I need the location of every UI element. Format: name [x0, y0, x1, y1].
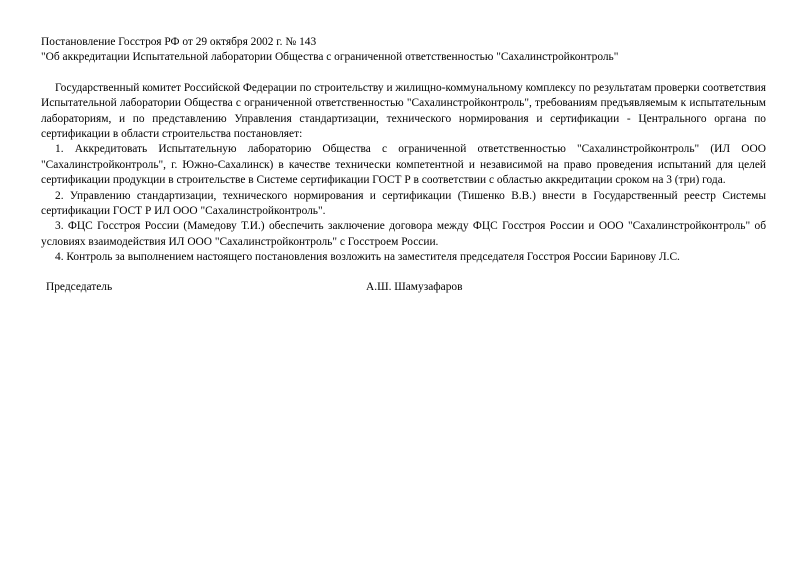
resolution-item-1: 1. Аккредитовать Испытательную лабораторию Общества с ограниченной ответственностью "Сахалинстройконтроль" (ИЛ ООО "Сахалинстройконтроль", г. Южно-Сахалинск) в качестве технически компетентной и независимой на право проведения испытаний для целей сертификации продукции в строительстве в Системе сертификации ГОСТ Р в соответствии с областью аккредитации сроком на 3 (три) года. — [41, 143, 766, 187]
document-title-line-2: "Об аккредитации Испытательной лаборатории Общества с ограниченной ответственностью "Сахалинстройконтроль" — [41, 51, 619, 64]
signatory-name: А.Ш. Шамузафаров — [366, 280, 463, 293]
resolution-item-2: 2. Управлению стандартизации, технического нормирования и сертификации (Тишенко В.В.) внести в Государственный реестр Системы сертификации ГОСТ Р ИЛ ООО "Сахалинстройконтроль". — [41, 189, 766, 218]
resolution-item-3: 3. ФЦС Госстроя России (Мамедову Т.И.) обеспечить заключение договора между ФЦС Госстроя России и ООО "Сахалинстройконтроль" об условиях взаимодействия ИЛ ООО "Сахалинстройконтроль" с Госстроем России. — [41, 220, 766, 248]
preamble-paragraph: Государственный комитет Российской Федерации по строительству и жилищно-коммунальному комплексу по результатам проверки соответствия Испытательной лаборатории Общества с ограниченной ответственностью "Сахалинстройконтроль", требованиям предъявляемым к испытательным лабораториям, и по представлению Управления стандартизации, технического нормирования и сертификации - Центрального органа по сертификации в области строительства постановляет: — [41, 81, 766, 141]
document-page — [41, 35, 766, 296]
resolution-item-4: 4. Контроль за выполнением настоящего постановления возложить на заместителя председателя Госстроя России Баринову Л.С. — [55, 251, 680, 264]
signatory-role: Председатель — [46, 280, 113, 293]
document-title-line-1: Постановление Госстроя РФ от 29 октября 2002 г. № 143 — [41, 36, 317, 48]
signature-block — [41, 280, 766, 296]
